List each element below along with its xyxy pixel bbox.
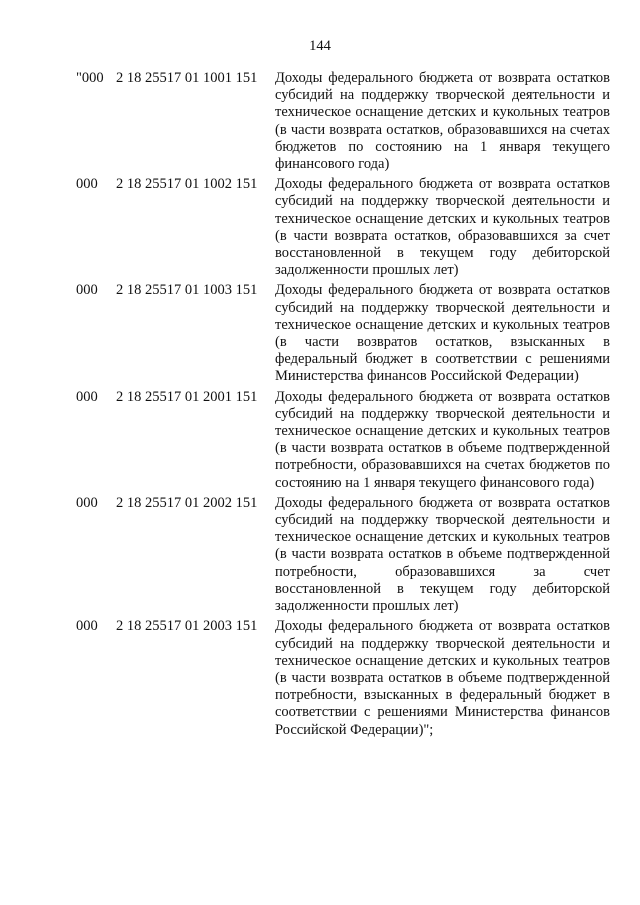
row-description: Доходы федерального бюджета от возврата остатков субсидий на поддержку творческой деятельности и техническое оснащение детских и кукольных театров (в части возврата остатков в объеме подтвержденной потребности, образовавшихся за счет восстановленной в текущем году дебиторской задолженности прошлых лет)	[275, 494, 610, 615]
table-row	[0, 70, 640, 173]
admin-code: 000	[76, 618, 98, 635]
budget-classification-code: 2 18 25517 01 2003 151	[116, 618, 258, 635]
table-row	[0, 618, 640, 738]
table-row	[0, 282, 640, 385]
admin-code: 000	[76, 282, 98, 299]
table-row	[0, 389, 640, 492]
budget-classification-code: 2 18 25517 01 1003 151	[116, 282, 258, 299]
row-description: Доходы федерального бюджета от возврата остатков субсидий на поддержку творческой деятельности и техническое оснащение детских и кукольных театров (в части возврата остатков в объеме подтвержденной потребности, образовавшихся на счетах бюджетов по состоянию на 1 января текущего финансового года)	[275, 388, 610, 491]
admin-code: 000	[76, 388, 98, 405]
row-description: Доходы федерального бюджета от возврата остатков субсидий на поддержку творческой деятельности и техническое оснащение детских и кукольных театров (в части возврата остатков, образовавшихся за счет восстановленной в текущем году дебиторской задолженности прошлых лет)	[275, 176, 610, 279]
admin-code: "000	[76, 70, 104, 86]
row-description: Доходы федерального бюджета от возврата остатков субсидий на поддержку творческой деятельности и техническое оснащение детских и кукольных театров (в части возврата остатков в объеме подтвержденной потребности, взысканных в федеральный бюджет в соответствии с решениями Министерства финансов Российской Федерации)";	[275, 618, 610, 738]
budget-classification-code: 2 18 25517 01 1001 151	[116, 70, 258, 86]
budget-classification-code: 2 18 25517 01 2001 151	[116, 388, 258, 405]
admin-code: 000	[76, 176, 98, 193]
budget-classification-code: 2 18 25517 01 1002 151	[116, 176, 258, 193]
table-row	[0, 495, 640, 615]
page-number: 144	[309, 38, 331, 54]
admin-code: 000	[76, 494, 98, 511]
code-table	[0, 70, 640, 742]
budget-classification-code: 2 18 25517 01 2002 151	[116, 494, 258, 511]
row-description: Доходы федерального бюджета от возврата остатков субсидий на поддержку творческой деятельности и техническое оснащение детских и кукольных театров (в части возвратов остатков, взысканных в федеральный бюджет в соответствии с решениями Министерства финансов Российской Федерации)	[275, 282, 610, 385]
row-description: Доходы федерального бюджета от возврата остатков субсидий на поддержку творческой деятельности и техническое оснащение детских и кукольных театров (в части возврата остатков, образовавшихся на счетах бюджетов по состоянию на 1 января текущего финансового года)	[275, 70, 610, 173]
table-row	[0, 176, 640, 279]
